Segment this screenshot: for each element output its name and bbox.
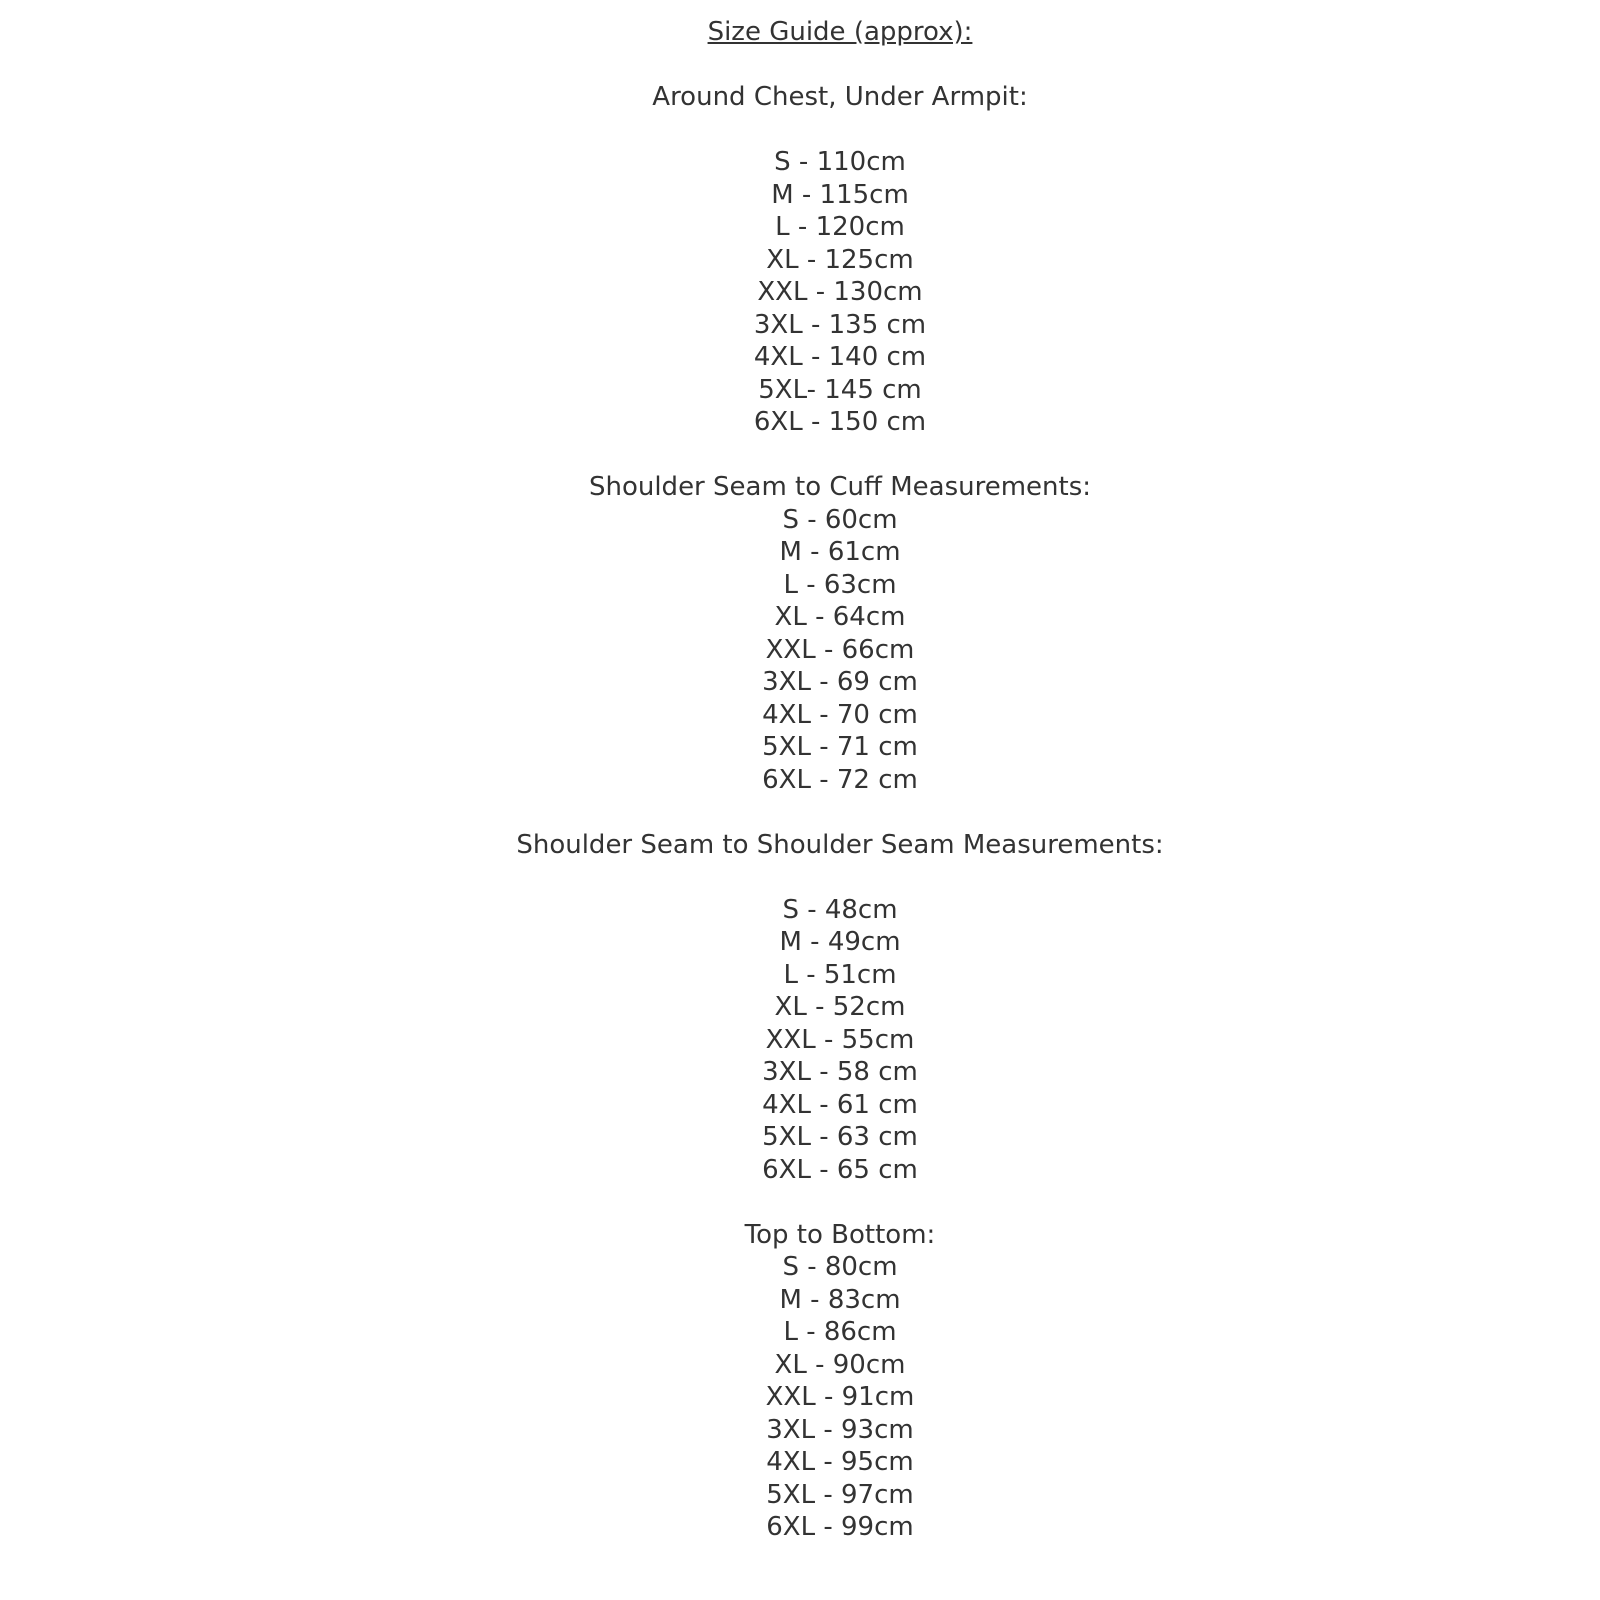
size-row: XXL - 130cm — [757, 277, 923, 307]
spacer — [80, 114, 1600, 147]
size-row: M - 49cm — [779, 927, 901, 957]
size-row: 6XL - 150 cm — [753, 407, 927, 437]
section-seam-to-seam — [80, 829, 1600, 1187]
size-row: 6XL - 99cm — [766, 1512, 914, 1542]
size-row: L - 51cm — [783, 959, 897, 990]
size-row: 4XL - 140 cm — [753, 342, 927, 372]
size-row: 5XL- 145 cm — [758, 374, 922, 405]
size-row: S - 60cm — [782, 504, 898, 535]
size-row: XL - 90cm — [774, 1349, 906, 1380]
size-row: 4XL - 70 cm — [762, 699, 918, 730]
size-row: S - 80cm — [782, 1252, 898, 1282]
size-row: 4XL - 61 cm — [762, 1089, 918, 1120]
size-guide-document — [80, 0, 1600, 1544]
size-row: XL - 64cm — [774, 602, 906, 632]
section-top-to-bottom — [80, 1219, 1600, 1544]
section-seam-to-cuff — [80, 471, 1600, 796]
size-row: S - 48cm — [782, 894, 898, 925]
section-heading: Shoulder Seam to Cuff Measurements: — [588, 472, 1092, 502]
size-row: 6XL - 65 cm — [762, 1154, 918, 1185]
size-row: 3XL - 69 cm — [762, 667, 918, 697]
size-row: XXL - 91cm — [765, 1382, 915, 1412]
size-row: L - 86cm — [783, 1317, 897, 1347]
size-row: XL - 125cm — [766, 244, 914, 275]
size-row: XL - 52cm — [774, 992, 906, 1022]
size-row: XXL - 66cm — [765, 634, 915, 665]
size-row: 3XL - 93cm — [766, 1414, 914, 1445]
size-row: L - 120cm — [775, 212, 905, 242]
size-row: 5XL - 63 cm — [762, 1122, 918, 1152]
size-row: 5XL - 97cm — [766, 1479, 914, 1510]
size-row: M - 115cm — [771, 179, 909, 210]
spacer — [80, 861, 1600, 894]
size-row: 3XL - 58 cm — [762, 1057, 918, 1087]
section-heading: Top to Bottom: — [744, 1219, 936, 1250]
size-row: M - 61cm — [779, 537, 901, 567]
section-heading: Shoulder Seam to Shoulder Seam Measurements: — [516, 829, 1164, 860]
spacer — [80, 49, 1600, 82]
size-row: 3XL - 135 cm — [753, 309, 927, 340]
size-guide-title: Size Guide (approx): — [707, 17, 973, 47]
size-row: L - 63cm — [783, 569, 897, 600]
spacer — [80, 439, 1600, 472]
section-heading: Around Chest, Under Armpit: — [652, 82, 1028, 112]
spacer — [80, 1186, 1600, 1219]
size-row: M - 83cm — [779, 1284, 901, 1315]
spacer — [80, 796, 1600, 829]
size-row: 5XL - 71 cm — [762, 732, 918, 762]
section-around-chest — [80, 81, 1600, 439]
size-row: XXL - 55cm — [765, 1024, 915, 1055]
size-row: 6XL - 72 cm — [762, 764, 918, 795]
size-row: 4XL - 95cm — [766, 1447, 914, 1477]
size-row: S - 110cm — [774, 147, 906, 177]
